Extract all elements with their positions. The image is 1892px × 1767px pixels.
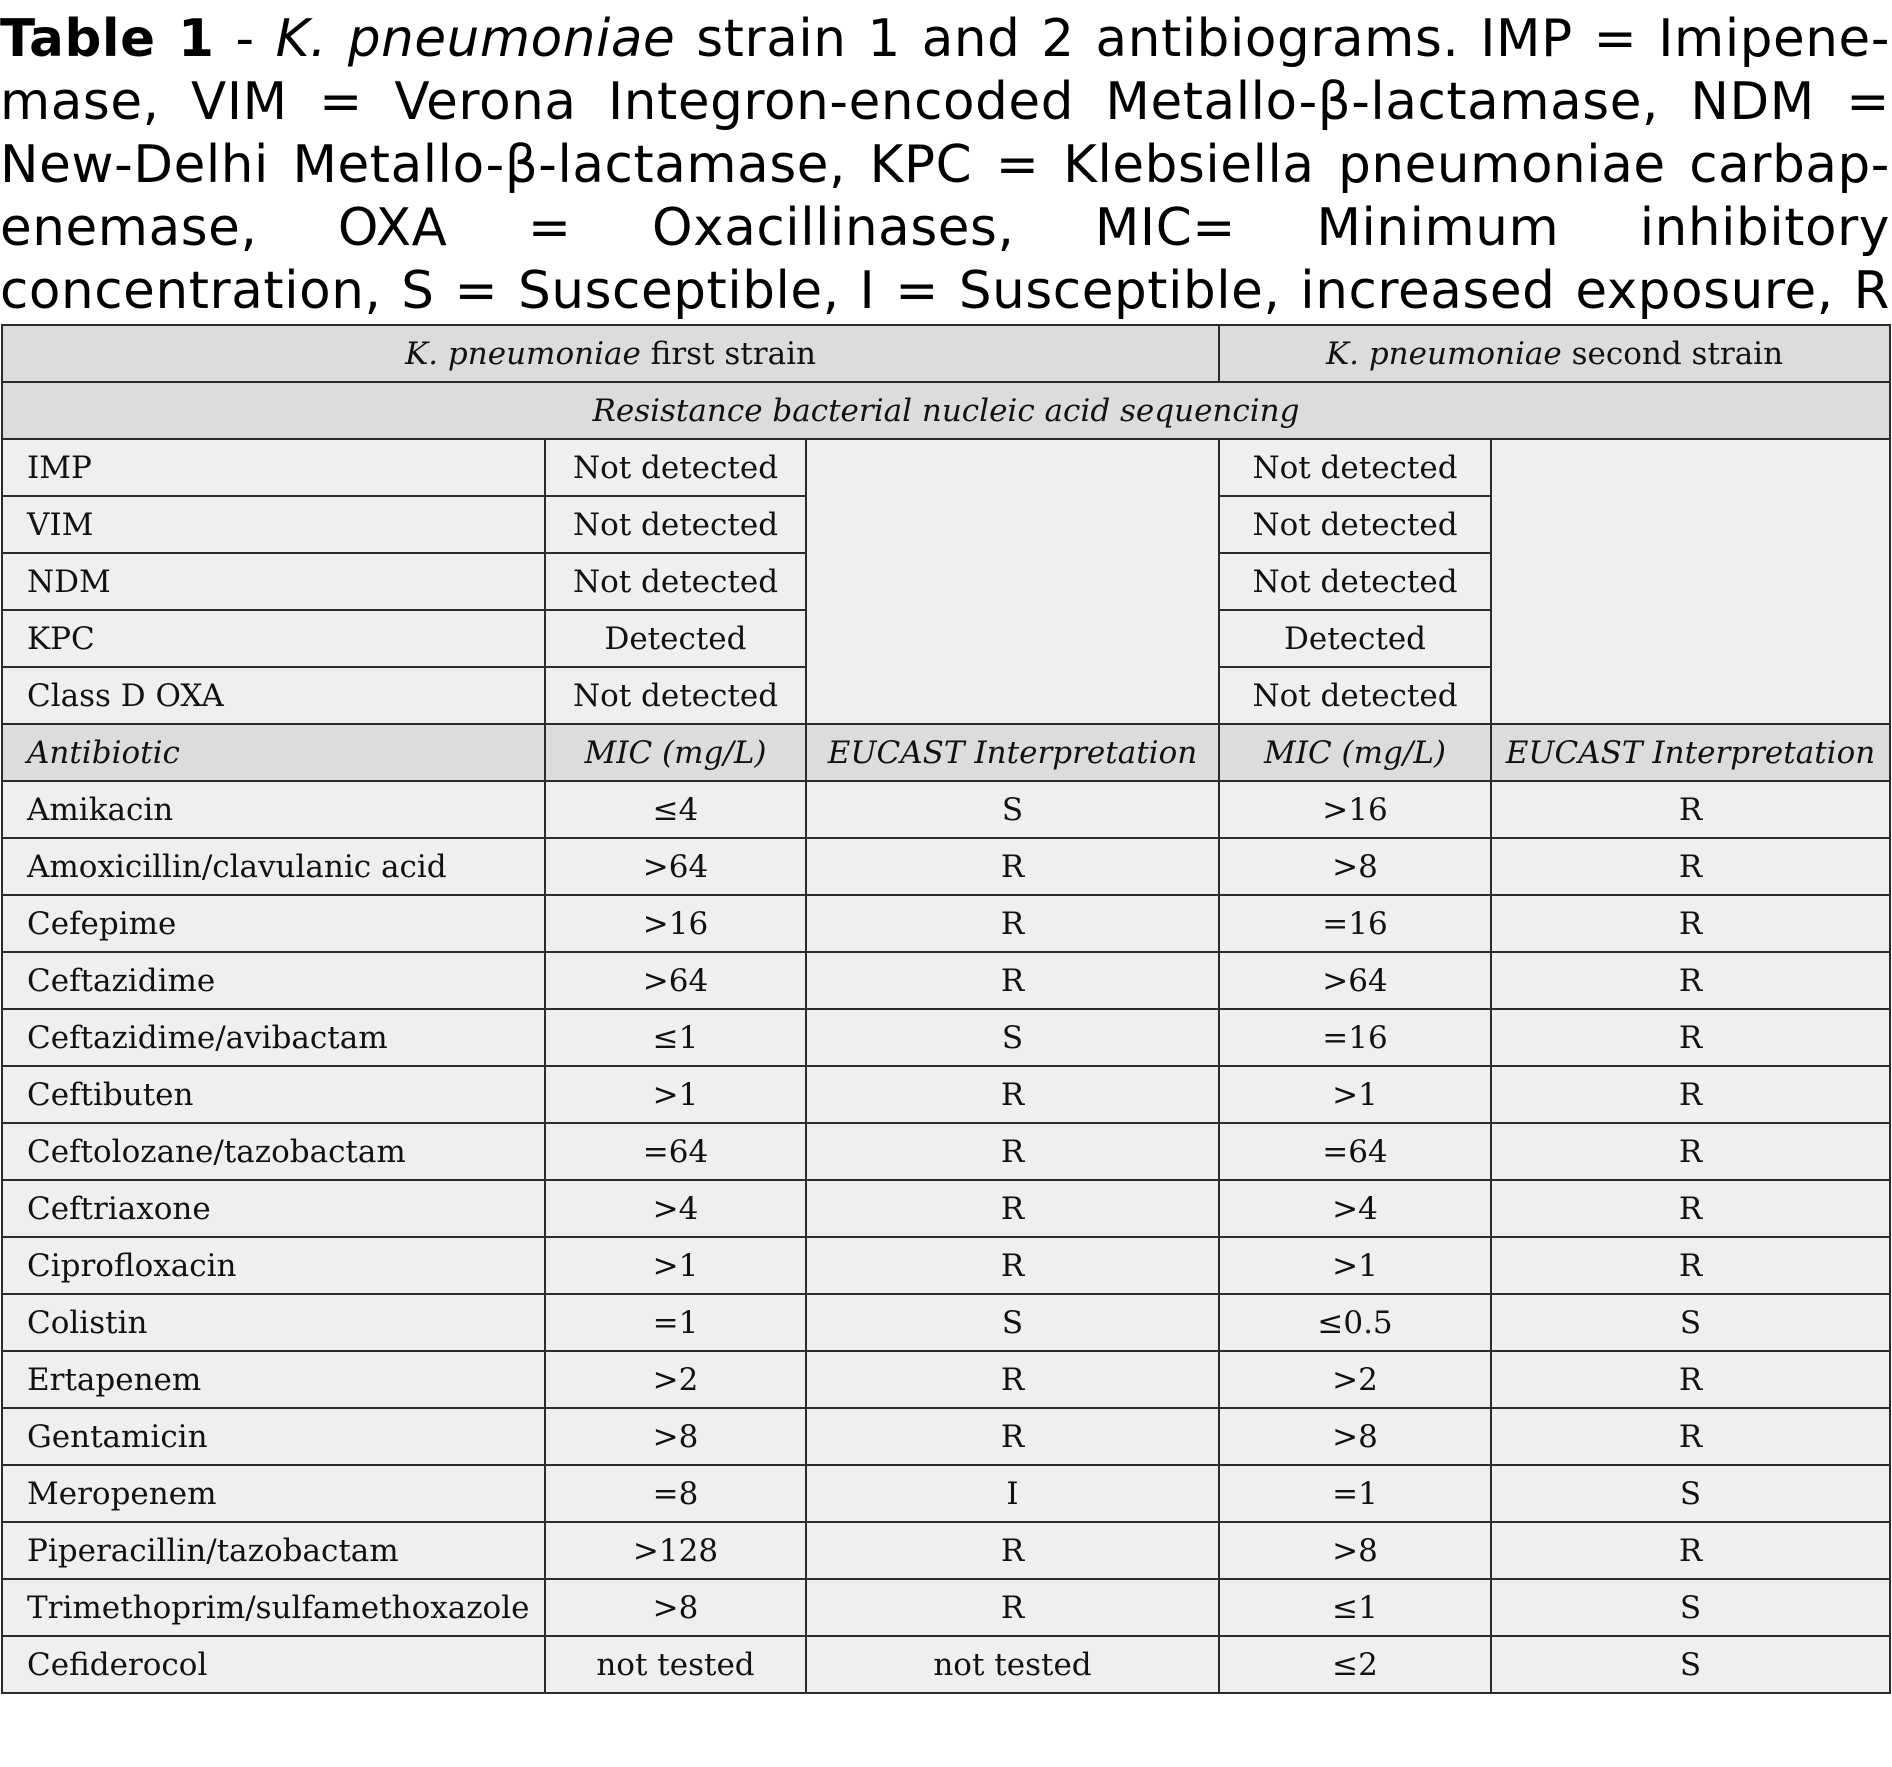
- gene-row: [2, 439, 1890, 496]
- table-caption: [0, 0, 1892, 321]
- mic-strain1: ≤4: [545, 781, 806, 838]
- gene-strain1-result: Detected: [545, 610, 806, 667]
- mic-strain2: >2: [1219, 1351, 1491, 1408]
- caption-text: strain 1 and 2 antibiograms. IMP = Imipene-mase, VIM = Verona Integron-encoded Metallo-β-lactamase, NDM = New-Delhi Metallo-β-lactamase, KPC = Klebsiella pneumoniae carbap-enemase, OXA = Oxacillinases, MIC= Minimum inhibitory concentration, S = Susceptible, I = Susceptible, increased exposure, R: [0, 9, 1891, 321]
- table-row: [2, 952, 1890, 1009]
- interpretation-strain1: R: [806, 1522, 1219, 1579]
- interpretation-strain2: R: [1491, 1123, 1890, 1180]
- interpretation-strain2: R: [1491, 781, 1890, 838]
- mic-strain1: =8: [545, 1465, 806, 1522]
- interpretation-strain2: R: [1491, 1237, 1890, 1294]
- mic-strain2: >8: [1219, 838, 1491, 895]
- mic-strain1: =1: [545, 1294, 806, 1351]
- mic-strain1: >64: [545, 838, 806, 895]
- mic-strain1: >128: [545, 1522, 806, 1579]
- interpretation-strain2: R: [1491, 1351, 1890, 1408]
- gene-name: VIM: [2, 496, 545, 553]
- table-row: [2, 895, 1890, 952]
- table-row: [2, 1009, 1890, 1066]
- table-row: [2, 1180, 1890, 1237]
- mic-strain1: >8: [545, 1408, 806, 1465]
- mic-strain2: >8: [1219, 1522, 1491, 1579]
- antibiogram-table: [1, 324, 1891, 1694]
- antibiotic-name: Ceftibuten: [2, 1066, 545, 1123]
- table-row: [2, 1237, 1890, 1294]
- mic-strain1: >1: [545, 1066, 806, 1123]
- interpretation-strain2: R: [1491, 1180, 1890, 1237]
- antibiotic-name: Cefepime: [2, 895, 545, 952]
- antibiotic-name: Cefiderocol: [2, 1636, 545, 1693]
- interpretation-strain2: R: [1491, 1066, 1890, 1123]
- col-mic-strain1: MIC (mg/L): [545, 724, 806, 781]
- col-mic-strain2: MIC (mg/L): [1219, 724, 1491, 781]
- table-row: [2, 1294, 1890, 1351]
- mic-strain2: =64: [1219, 1123, 1491, 1180]
- gene-strain2-result: Not detected: [1219, 667, 1491, 724]
- antibiotic-name: Ertapenem: [2, 1351, 545, 1408]
- strain-header-row: [2, 325, 1890, 382]
- mic-strain2: ≤2: [1219, 1636, 1491, 1693]
- interpretation-strain1: I: [806, 1465, 1219, 1522]
- sequencing-header: Resistance bacterial nucleic acid sequencing: [2, 382, 1890, 439]
- antibiotic-name: Meropenem: [2, 1465, 545, 1522]
- gene-strain1-result: Not detected: [545, 439, 806, 496]
- table-row: [2, 781, 1890, 838]
- strain1-header: [2, 325, 1219, 382]
- interpretation-strain2: R: [1491, 952, 1890, 1009]
- mic-strain1: >4: [545, 1180, 806, 1237]
- mic-strain1: ≤1: [545, 1009, 806, 1066]
- mic-strain1: >1: [545, 1237, 806, 1294]
- interpretation-strain1: R: [806, 1066, 1219, 1123]
- mic-strain2: >64: [1219, 952, 1491, 1009]
- strain2-header: [1219, 325, 1890, 382]
- table-row: [2, 1579, 1890, 1636]
- gene-blank-cell-strain2: [1491, 439, 1890, 724]
- table-row: [2, 1408, 1890, 1465]
- mic-strain2: ≤1: [1219, 1579, 1491, 1636]
- strain1-label: first strain: [640, 335, 816, 372]
- interpretation-strain1: R: [806, 895, 1219, 952]
- interpretation-strain1: S: [806, 781, 1219, 838]
- interpretation-strain1: R: [806, 1579, 1219, 1636]
- mic-strain2: >16: [1219, 781, 1491, 838]
- mic-strain2: =16: [1219, 1009, 1491, 1066]
- gene-strain2-result: Detected: [1219, 610, 1491, 667]
- col-antibiotic: Antibiotic: [2, 724, 545, 781]
- sequencing-header-row: [2, 382, 1890, 439]
- antibiotic-name: Trimethoprim/sulfamethoxazole: [2, 1579, 545, 1636]
- antibiotic-name: Ceftriaxone: [2, 1180, 545, 1237]
- gene-name: KPC: [2, 610, 545, 667]
- interpretation-strain1: R: [806, 1408, 1219, 1465]
- antibiotic-name: Ciprofloxacin: [2, 1237, 545, 1294]
- mic-strain1: >64: [545, 952, 806, 1009]
- table-row: [2, 1465, 1890, 1522]
- gene-blank-cell-strain1: [806, 439, 1219, 724]
- interpretation-strain2: R: [1491, 895, 1890, 952]
- antibiotic-name: Amikacin: [2, 781, 545, 838]
- interpretation-strain2: S: [1491, 1294, 1890, 1351]
- interpretation-strain1: R: [806, 1351, 1219, 1408]
- strain2-label: second strain: [1561, 335, 1784, 372]
- table-row: [2, 1066, 1890, 1123]
- antibiotic-name: Gentamicin: [2, 1408, 545, 1465]
- table-body: [2, 325, 1890, 1693]
- gene-strain2-result: Not detected: [1219, 553, 1491, 610]
- antibiotic-name: Colistin: [2, 1294, 545, 1351]
- interpretation-strain2: R: [1491, 1522, 1890, 1579]
- table-row: [2, 1522, 1890, 1579]
- table-row: [2, 838, 1890, 895]
- interpretation-strain2: R: [1491, 1009, 1890, 1066]
- antibiotic-name: Piperacillin/tazobactam: [2, 1522, 545, 1579]
- strain1-species: K. pneumoniae: [405, 335, 641, 372]
- antibiotic-name: Ceftazidime: [2, 952, 545, 1009]
- interpretation-strain1: R: [806, 1237, 1219, 1294]
- interpretation-strain1: S: [806, 1294, 1219, 1351]
- gene-name: NDM: [2, 553, 545, 610]
- strain2-species: K. pneumoniae: [1325, 335, 1562, 372]
- caption-separator: -: [214, 9, 276, 69]
- col-interpretation-strain1: EUCAST Interpretation: [806, 724, 1219, 781]
- mic-strain1: >2: [545, 1351, 806, 1408]
- mic-strain2: >1: [1219, 1066, 1491, 1123]
- antibiotic-name: Amoxicillin/clavulanic acid: [2, 838, 545, 895]
- antibiotic-name: Ceftazidime/avibactam: [2, 1009, 545, 1066]
- antibiotic-name: Ceftolozane/tazobactam: [2, 1123, 545, 1180]
- mic-strain1: >8: [545, 1579, 806, 1636]
- interpretation-strain1: not tested: [806, 1636, 1219, 1693]
- gene-strain2-result: Not detected: [1219, 496, 1491, 553]
- interpretation-strain2: S: [1491, 1636, 1890, 1693]
- mic-strain2: >1: [1219, 1237, 1491, 1294]
- caption-label: Table 1: [0, 9, 215, 69]
- table-row: [2, 1351, 1890, 1408]
- mic-strain2: ≤0.5: [1219, 1294, 1491, 1351]
- mic-strain2: >8: [1219, 1408, 1491, 1465]
- interpretation-strain2: R: [1491, 838, 1890, 895]
- mic-strain1: =64: [545, 1123, 806, 1180]
- mic-strain1: >16: [545, 895, 806, 952]
- interpretation-strain1: S: [806, 1009, 1219, 1066]
- interpretation-strain1: R: [806, 952, 1219, 1009]
- interpretation-strain1: R: [806, 1180, 1219, 1237]
- mic-strain1: not tested: [545, 1636, 806, 1693]
- interpretation-strain2: S: [1491, 1579, 1890, 1636]
- gene-name: Class D OXA: [2, 667, 545, 724]
- table-row: [2, 1123, 1890, 1180]
- mic-strain2: =1: [1219, 1465, 1491, 1522]
- interpretation-strain2: S: [1491, 1465, 1890, 1522]
- interpretation-strain1: R: [806, 1123, 1219, 1180]
- column-header-row: [2, 724, 1890, 781]
- mic-strain2: >4: [1219, 1180, 1491, 1237]
- interpretation-strain1: R: [806, 838, 1219, 895]
- gene-strain1-result: Not detected: [545, 553, 806, 610]
- interpretation-strain2: R: [1491, 1408, 1890, 1465]
- col-interpretation-strain2: EUCAST Interpretation: [1491, 724, 1890, 781]
- gene-name: IMP: [2, 439, 545, 496]
- mic-strain2: =16: [1219, 895, 1491, 952]
- gene-strain2-result: Not detected: [1219, 439, 1491, 496]
- table-row: [2, 1636, 1890, 1693]
- caption-species: K. pneumoniae: [275, 9, 676, 69]
- gene-strain1-result: Not detected: [545, 496, 806, 553]
- gene-strain1-result: Not detected: [545, 667, 806, 724]
